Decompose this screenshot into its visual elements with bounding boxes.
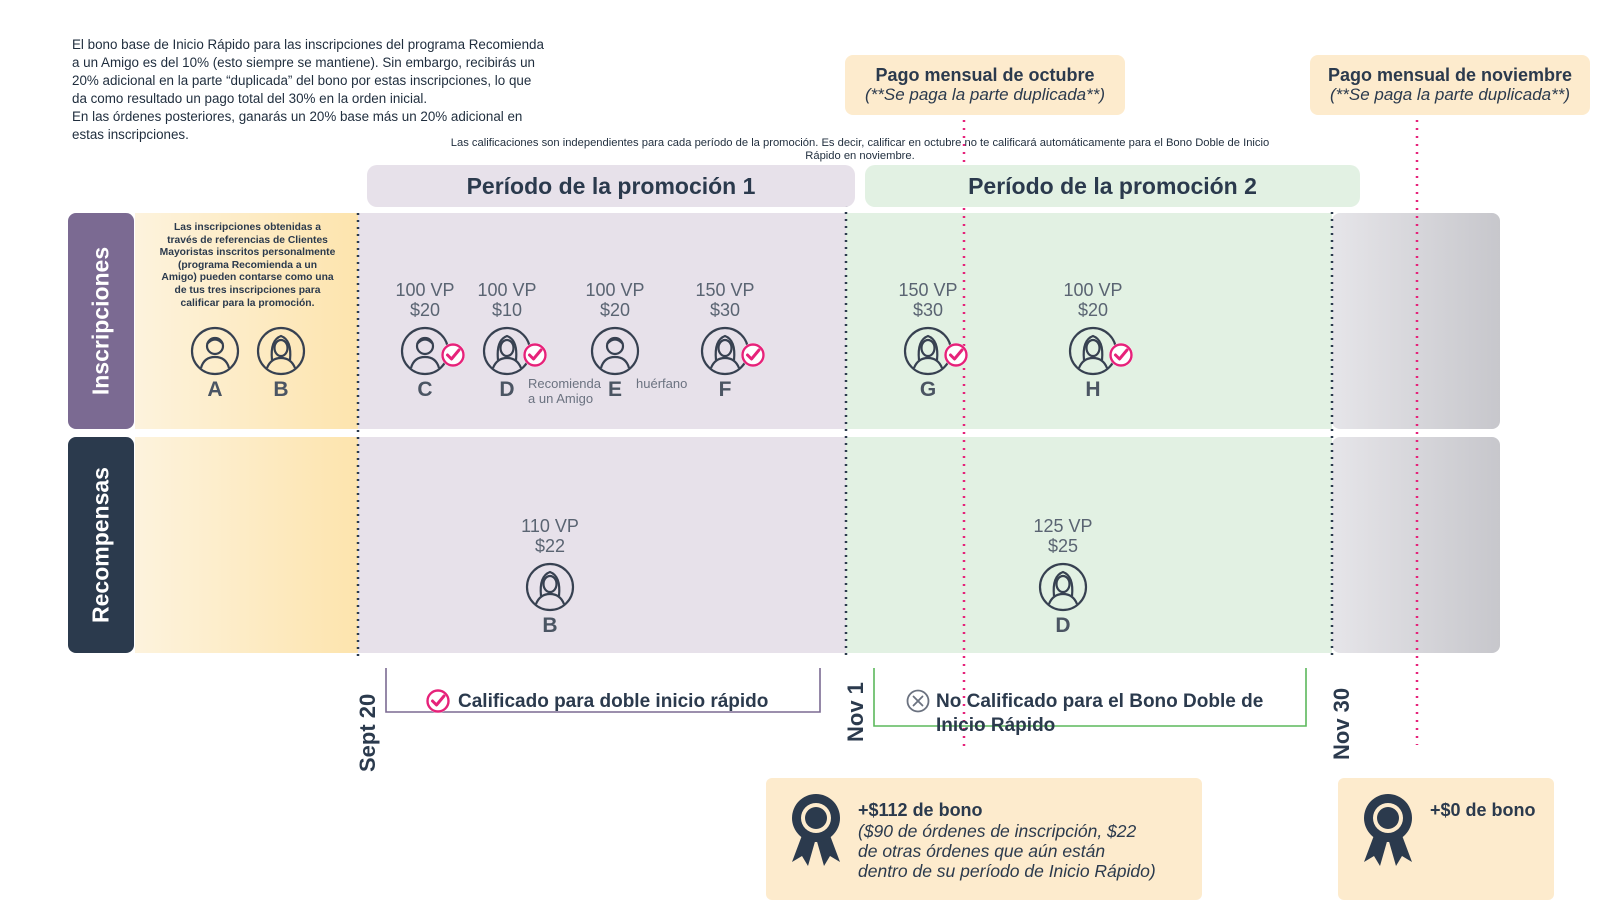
reward-b-letter: B [542,614,558,637]
october-bonus-text [858,800,1198,881]
intro-line: En las órdenes posteriores, ganarás un 20% base más un 20% adicional en [72,109,523,124]
member-d-amount: $10 [491,300,523,320]
member-h-vp-value: 100 VP [1063,280,1123,300]
member-c-check-icon [441,343,465,367]
qualified-check-icon [426,689,450,713]
orphan-annotation: huérfano [636,376,688,391]
award-ribbon-icon [784,790,848,870]
member-d-check-icon [523,343,547,367]
raf-note-line: través de referencias de Clientes [167,234,328,246]
rewards-row-text: Recompensas [87,467,114,623]
period2-not-qualified-text [936,690,1263,738]
member-g-letter: G [919,378,937,401]
member-d-vp-value: 100 VP [477,280,537,300]
raf-note-line: Amigo) pueden contarse como una [161,272,334,284]
member-g-vp [883,280,973,320]
member-h-letter: H [1085,378,1101,401]
enrollments-row-label [68,213,134,429]
reward-d-vp [1018,516,1108,556]
intro-line: estas inscripciones. [72,127,189,142]
october-payment-subtitle: (**Se paga la parte duplicada**) [864,85,1106,104]
member-e-vp [570,280,660,320]
intro-line: a un Amigo es del 10% (esto siempre se mantiene). Sin embargo, recibirás un [72,55,535,70]
reward-d-letter: D [1055,614,1071,637]
member-d-letter: D [499,378,515,401]
november-payment-subtitle: (**Se paga la parte duplicada**) [1329,85,1571,104]
intro-line: 20% adicional en la parte “duplicada” del bono por estas inscripciones, lo que [72,73,532,88]
raf-annotation [528,376,601,406]
award-ribbon-icon [1356,790,1420,870]
member-f-amount: $30 [709,300,741,320]
member-f-vp [680,280,770,320]
enrollments-row-text: Inscripciones [87,246,114,396]
not-qualified-x-icon [908,691,929,712]
member-g-amount: $30 [912,300,944,320]
intro-line: da como resultado un pago total del 30% en la orden inicial. [72,91,428,106]
note-line: Rápido en noviembre. [805,150,915,162]
intro-paragraph [72,36,602,144]
pre-period-band-rewards [135,437,360,653]
raf-note-line: de tus tres inscripciones para [174,284,321,296]
october-bonus-title: +$112 de bono [858,800,983,820]
date-sept20: Sept 20 [355,693,380,772]
member-a-letter: A [207,378,223,401]
member-f-check-icon [741,343,765,367]
raf-note-line: Mayoristas inscritos personalmente [159,247,336,259]
member-c-letter: C [417,378,433,401]
reward-b-amount: $22 [534,536,566,556]
november-bonus-title: +$0 de bono [1430,800,1536,820]
rewards-row-label [68,437,134,653]
member-c-vp-value: 100 VP [395,280,455,300]
reward-d-amount: $25 [1047,536,1079,556]
member-f-vp-value: 150 VP [695,280,755,300]
member-c-amount: $20 [409,300,441,320]
not-qualified-line: No Calificado para el Bono Doble de [936,691,1264,712]
member-g-vp-value: 150 VP [898,280,958,300]
independence-note [380,137,1340,163]
member-h-amount: $20 [1077,300,1109,320]
member-g-check-icon [944,343,968,367]
period1-header: Período de la promoción 1 [367,165,855,207]
october-bonus-detail: dentro de su período de Inicio Rápido) [858,861,1156,881]
reward-b-vp-value: 110 VP [521,516,579,536]
period1-qualified-text: Calificado para doble inicio rápido [458,691,769,712]
member-f-letter: F [718,378,732,401]
member-e-amount: $20 [599,300,631,320]
reward-d-vp-value: 125 VP [1033,516,1093,536]
november-bonus-box [1338,778,1554,900]
date-nov30: Nov 30 [1329,687,1354,760]
october-payment-header [845,55,1125,115]
october-payment-title: Pago mensual de octubre [875,65,1095,85]
date-nov1: Nov 1 [843,682,868,742]
raf-note-line: calificar para la promoción. [180,297,315,309]
note-line: Las calificaciones son independientes para cada período de la promoción. Es decir, calificar en octubre no te calificará automáticamente para el Bono Doble de Inicio [450,137,1270,149]
period1-band-rewards [358,437,846,653]
member-e-vp-value: 100 VP [585,280,645,300]
october-bonus-detail: de otras órdenes que aún están [858,841,1106,861]
intro-line: El bono base de Inicio Rápido para las inscripciones del programa Recomienda [72,37,544,52]
member-d-vp [462,280,552,320]
not-qualified-line: Inicio Rápido [936,715,1056,736]
reward-b-vp [505,516,595,556]
member-b-letter: B [273,378,289,401]
period2-header: Período de la promoción 2 [865,165,1360,207]
raf-qualify-note [140,222,355,310]
november-payment-title: Pago mensual de noviembre [1327,65,1573,85]
raf-note-line: Las inscripciones obtenidas a [173,222,322,233]
raf-note-line: (programa Recomienda a un [177,259,318,271]
october-bonus-box [766,778,1202,900]
member-c-vp [380,280,470,320]
raf-annotation-line: a un Amigo [528,391,594,406]
member-e-letter: E [607,378,622,401]
november-payment-header [1310,55,1590,115]
member-h-check-icon [1109,343,1133,367]
member-h-vp [1048,280,1138,320]
raf-annotation-line: Recomienda [528,376,601,391]
october-bonus-detail: ($90 de órdenes de inscripción, $22 [858,821,1137,841]
